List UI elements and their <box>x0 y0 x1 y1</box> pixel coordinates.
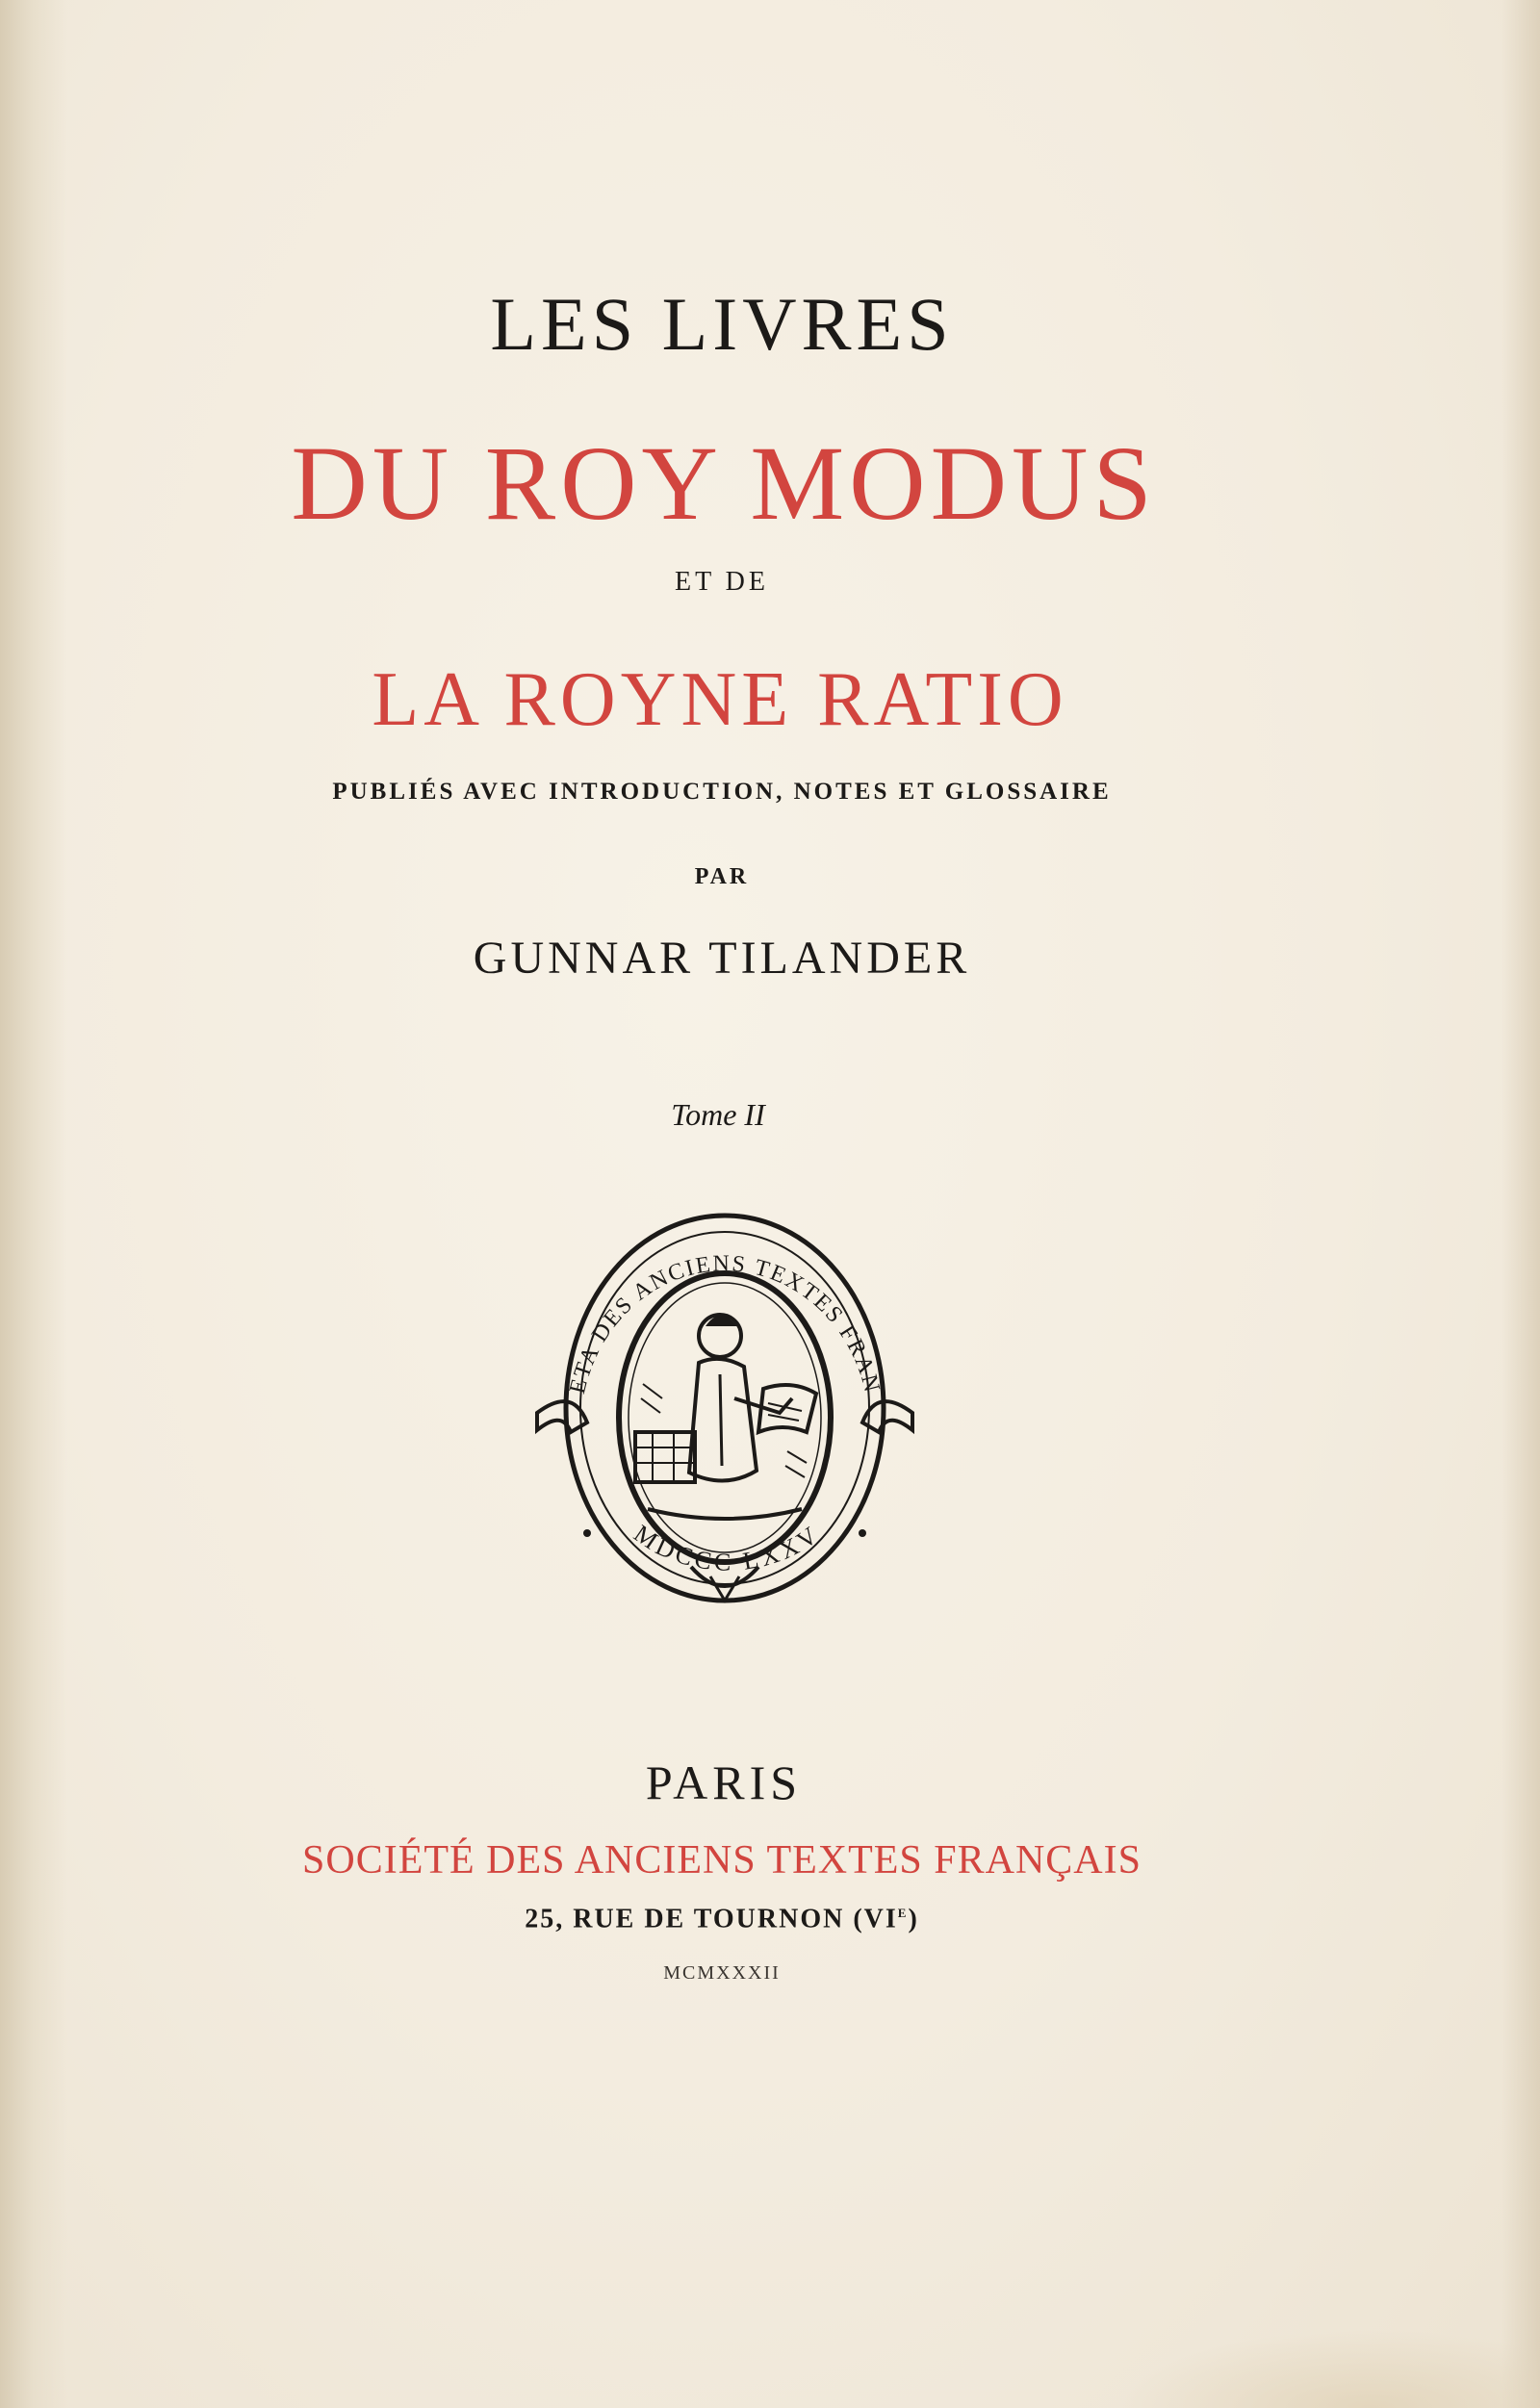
title-line-3: LA ROYNE RATIO <box>372 657 1068 742</box>
author-name: GUNNAR TILANDER <box>473 933 971 984</box>
svg-text:SOCIETA DES ANCIENS TEXTES FRA: ETA DES ANCIENS TEXTES FRAN <box>564 1251 886 1396</box>
imprint-year: MCMXXXII <box>663 1962 781 1984</box>
imprint-address <box>0 1892 1492 1938</box>
scribe-seal-icon <box>527 1191 922 1634</box>
imprint-city: PARIS <box>645 1755 803 1809</box>
address-text: 25, RUE DE TOURNON (VI <box>525 1904 898 1934</box>
title-line-1: LES LIVRES <box>490 282 954 366</box>
volume-label: Tome II <box>671 1097 765 1132</box>
address-superscript: e <box>897 1902 909 1921</box>
title-line-2: DU ROY MODUS <box>291 424 1157 542</box>
title-conjunction: ET DE <box>674 567 770 597</box>
paper-wear <box>1116 2329 1540 2408</box>
address-close: ) <box>908 1904 919 1934</box>
subtitle: PUBLIÉS AVEC INTRODUCTION, NOTES ET GLOSSAIRE <box>332 779 1112 805</box>
page-edge-shadow <box>1502 0 1540 2408</box>
imprint-publisher: SOCIÉTÉ DES ANCIENS TEXTES FRANÇAIS <box>302 1838 1142 1883</box>
by-label: PAR <box>694 864 750 889</box>
svg-text:MDCCC LXXV: MDCCC LXXV <box>629 1519 826 1576</box>
